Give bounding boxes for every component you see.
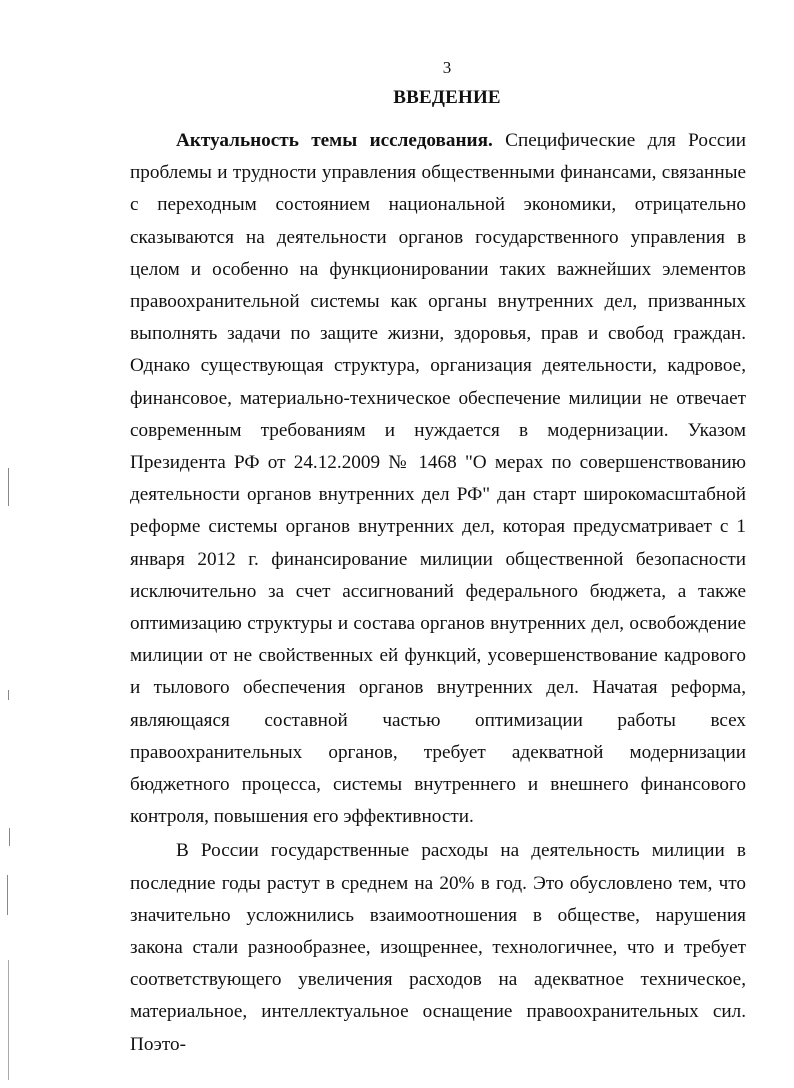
paragraph-text: Специфические для России проблемы и трудности управления общественными финансами, связанные с переходным состоянием национальной экономики, отрицательно сказываются на деятельности органов государственного управления в целом и особенно на функционировании таких важнейших элементов правоохранительной системы как органы внутренних дел, призванных выполнять задачи по защите жизни, здоровья, прав и свобод граждан. Однако существующая структура, организация деятельности, кадровое, финансовое, материально-техническое обеспечение милиции не отвечает современным требованиям и нуждается в модернизации. Указом Президента РФ от 24.12.2009 № 1468 "О мерах по совершенствованию деятельности органов внутренних дел РФ" дан старт широкомасштабной реформе системы органов внутренних дел, которая предусматривает с 1 января 2012 г. финансирование милиции общественной безопасности исключительно за счет ассигнований федерального бюджета, а также оптимизацию структуры и состава органов внутренних дел, освобождение милиции от не свойственных ей функций, усовершенствование кадрового и тылового обеспечения органов внутренних дел. Начатая реформа, являющаяся составной частью оптимизации работы всех правоохранительных органов, требует адекватной модернизации бюджетного процесса, системы внутреннего и внешнего финансового контроля, повышения его эффективности. (130, 130, 746, 828)
paragraph-lead: Актуальность темы исследования (176, 130, 488, 151)
scan-artifact (8, 690, 9, 700)
scan-artifact (7, 875, 8, 915)
scan-artifact (8, 960, 9, 1080)
scan-artifact (8, 468, 9, 506)
paragraph-2 (130, 835, 746, 1060)
section-heading: ВВЕДЕНИЕ (393, 87, 501, 108)
paragraph-text: В России государственные расходы на деятельность милиции в последние годы растут в среднем на 20% в год. Это обусловлено тем, что значительно усложнились взаимоотношения в обществе, нарушения закона стали разнообразнее, изощреннее, технологичнее, что и требует соответствующего увеличения расходов на адекватное техническое, материальное, интеллектуальное оснащение правоохранительных сил. Поэто- (130, 840, 746, 1055)
paragraph-lead-suffix: . (487, 130, 493, 151)
body-text (130, 125, 746, 1061)
paragraph-1 (130, 125, 746, 833)
scan-artifact (9, 828, 10, 846)
page-number: 3 (442, 58, 452, 77)
